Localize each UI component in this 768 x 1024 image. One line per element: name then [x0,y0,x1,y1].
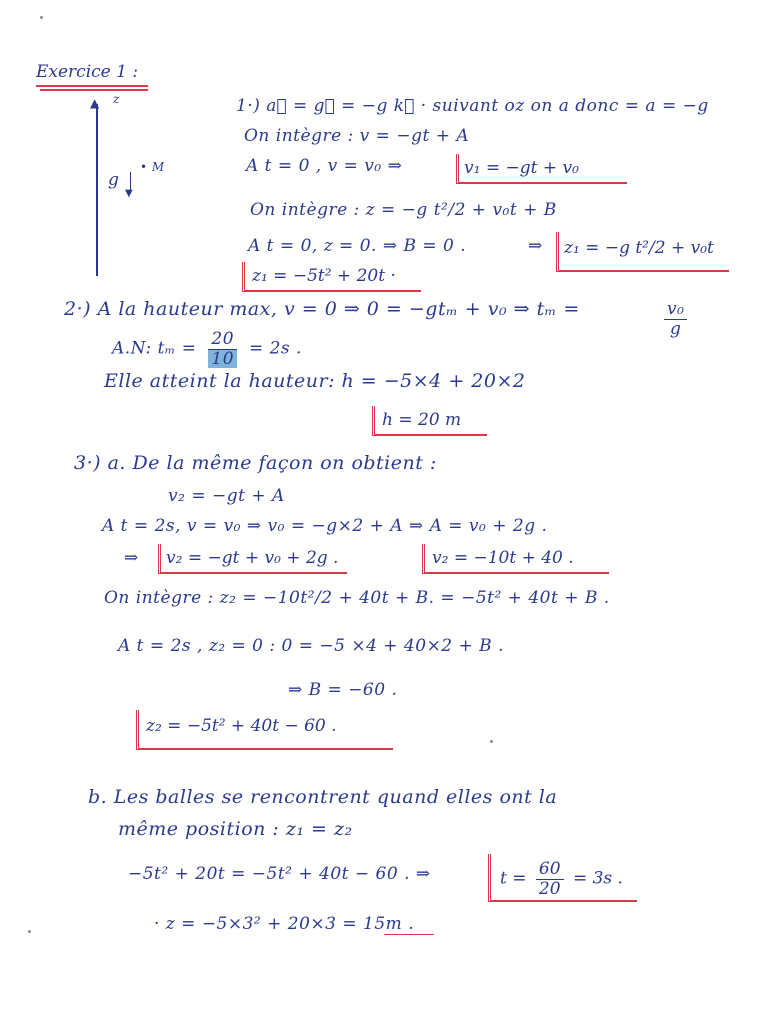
scan-speck [40,16,43,19]
z-axis-label: z [113,92,120,106]
scan-speck [28,930,31,933]
p2-frac-num: v₀ [664,300,687,320]
p2-line3: Elle atteint la hauteur: h = −5×4 + 20×2 [104,370,526,392]
p2-line2 [112,330,302,368]
p1-line3: A t = 0 , v = v₀ ⇒ [246,156,403,176]
scan-speck [490,740,493,743]
p3-line2: v₂ = −gt + A [168,486,285,506]
p3-line6: ⇒ B = −60 . [288,680,398,700]
pb-box-text [500,860,623,898]
g-vector-label: g [108,170,120,190]
pb-result-underline [384,934,434,935]
g-arrow-down-icon: ▼ [125,188,134,199]
pb-box-t: t = [500,868,527,889]
pb-line2: même position : z₁ = z₂ [118,818,353,840]
p2-an-den: 10 [208,350,237,369]
p1-arrow: ⇒ [528,236,543,256]
pb-box-num: 60 [536,860,564,880]
pb-box-den: 20 [538,878,561,899]
pb-line1: b. Les balles se rencontrent quand elles ont la [88,786,558,808]
pb-line4: · z = −5×3² + 20×3 = 15m . [154,914,415,934]
p2-an-label: A.N: tₘ = [112,338,197,359]
p2-box-text: h = 20 m [382,410,462,430]
point-m-label: • M [140,160,165,174]
p2-an-num: 20 [208,330,237,350]
title-underline [36,85,148,87]
p1-line1: 1·) a⃗ = g⃗ = −g k⃗ · suivant oz on a donc = a = −g [236,96,709,116]
pb-box-result: = 3s . [572,868,623,889]
p3-line5: A t = 2s , z₂ = 0 : 0 = −5 ×4 + 40×2 + B . [118,636,504,656]
z-axis [96,104,98,276]
p1-box2-text: z₁ = −g t²/2 + v₀t [564,238,714,258]
p1-line2: On intègre : v = −gt + A [244,126,470,146]
p2-frac-den: g [670,318,682,339]
p3-line3: A t = 2s, v = v₀ ⇒ v₀ = −g×2 + A ⇒ A = v₀ + 2g . [102,516,548,536]
p2-line1: 2·) A la hauteur max, v = 0 ⇒ 0 = −gtₘ + v₀ ⇒ tₘ = [64,298,580,320]
p1-line5: A t = 0, z = 0. ⇒ B = 0 . [248,236,467,256]
p1-box1-text: v₁ = −gt + v₀ [464,158,579,178]
exercise-title: Exercice 1 : [36,62,139,82]
p3-box1-text: v₂ = −gt + v₀ + 2g . [166,548,339,568]
title-underline-2 [40,89,148,91]
p3-line4: On intègre : z₂ = −10t²/2 + 40t + B. = −5t² + 40t + B . [104,588,610,608]
p3-box3-text: z₂ = −5t² + 40t − 60 . [146,716,337,736]
pb-line3: −5t² + 20t = −5t² + 40t − 60 . ⇒ [128,864,431,884]
p3-arrow: ⇒ [124,548,139,568]
p3-box2-text: v₂ = −10t + 40 . [432,548,574,568]
p2-an-result: = 2s . [248,338,302,359]
p1-box3-text: z₁ = −5t² + 20t · [252,266,396,286]
z-axis-arrow-icon: ▲ [90,96,100,110]
p2-line1-frac [664,300,687,338]
p3-line1: 3·) a. De la même façon on obtient : [74,452,437,474]
p1-line4: On intègre : z = −g t²/2 + v₀t + B [250,200,557,220]
